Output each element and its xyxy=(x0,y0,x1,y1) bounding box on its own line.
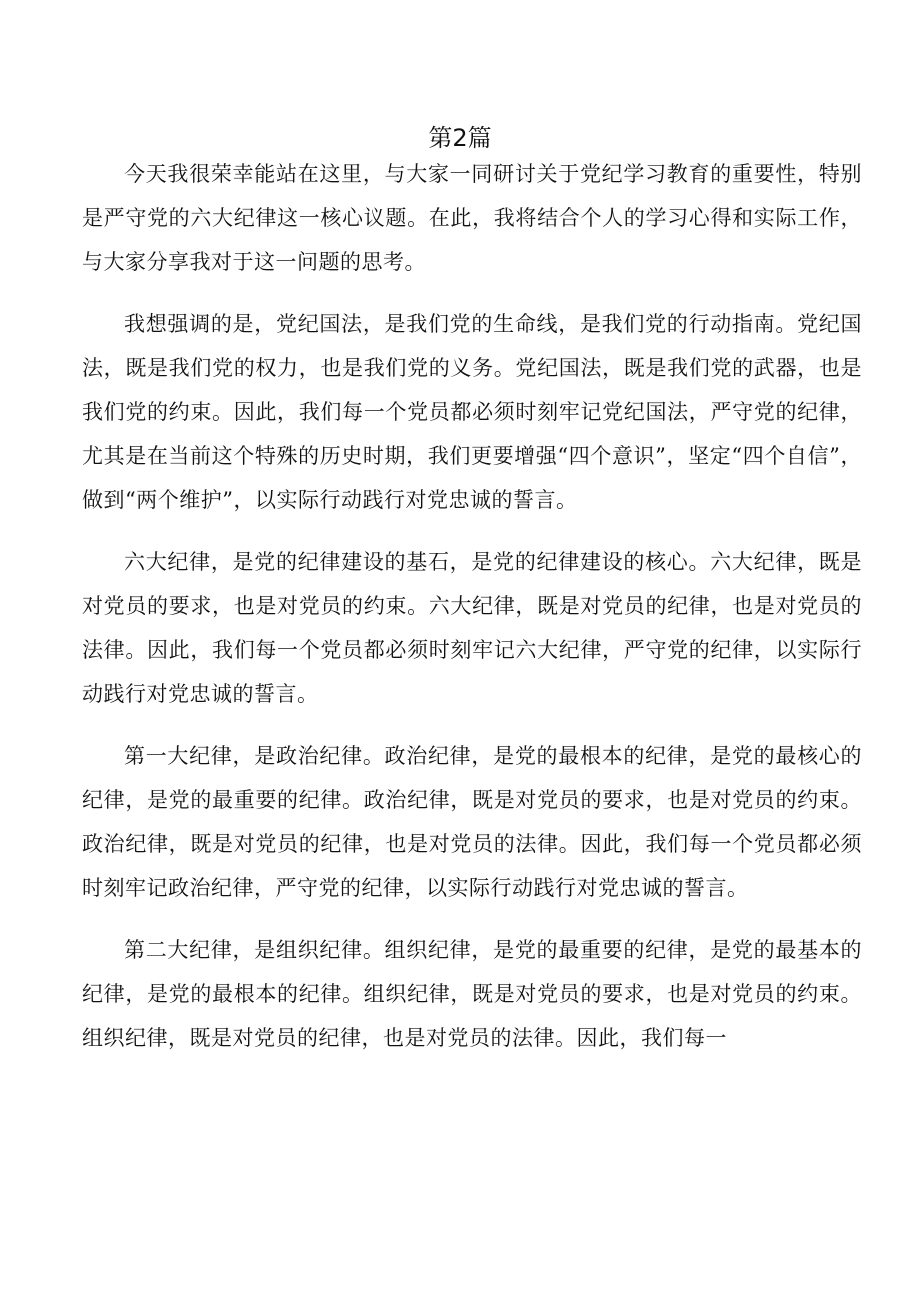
paragraph-2: 我想强调的是，党纪国法，是我们党的生命线，是我们党的行动指南。党纪国法，既是我们党的权力，也是我们党的义务。党纪国法，既是我们党的武器，也是我们党的约束。因此，我们每一个党员都必须时刻牢记党纪国法，严守党的纪律，尤其是在当前这个特殊的历史时期，我们更要增强“四个意识”，坚定“四个自信”，做到“两个维护”，以实际行动践行对党忠诚的誓言。 xyxy=(82,312,862,512)
document-body xyxy=(82,152,862,1078)
document-title: 第2篇 xyxy=(428,124,492,152)
paragraph-4: 第一大纪律，是政治纪律。政治纪律，是党的最根本的纪律，是党的最核心的纪律，是党的最重要的纪律。政治纪律，既是对党员的要求，也是对党员的约束。政治纪律，既是对党员的纪律，也是对党员的法律。因此，我们每一个党员都必须时刻牢记政治纪律，严守党的纪律，以实际行动践行对党忠诚的誓言。 xyxy=(82,744,862,900)
paragraph-5: 第二大纪律，是组织纪律。组织纪律，是党的最重要的纪律，是党的最基本的纪律，是党的最根本的纪律。组织纪律，既是对党员的要求，也是对党员的约束。组织纪律，既是对党员的纪律，也是对党员的法律。因此，我们每一 xyxy=(82,938,862,1050)
paragraph-3: 六大纪律，是党的纪律建设的基石，是党的纪律建设的核心。六大纪律，既是对党员的要求，也是对党员的约束。六大纪律，既是对党员的纪律，也是对党员的法律。因此，我们每一个党员都必须时刻牢记六大纪律，严守党的纪律，以实际行动践行对党忠诚的誓言。 xyxy=(82,550,862,706)
paragraph-1: 今天我很荣幸能站在这里，与大家一同研讨关于党纪学习教育的重要性，特别是严守党的六大纪律这一核心议题。在此，我将结合个人的学习心得和实际工作，与大家分享我对于这一问题的思考。 xyxy=(82,162,862,274)
